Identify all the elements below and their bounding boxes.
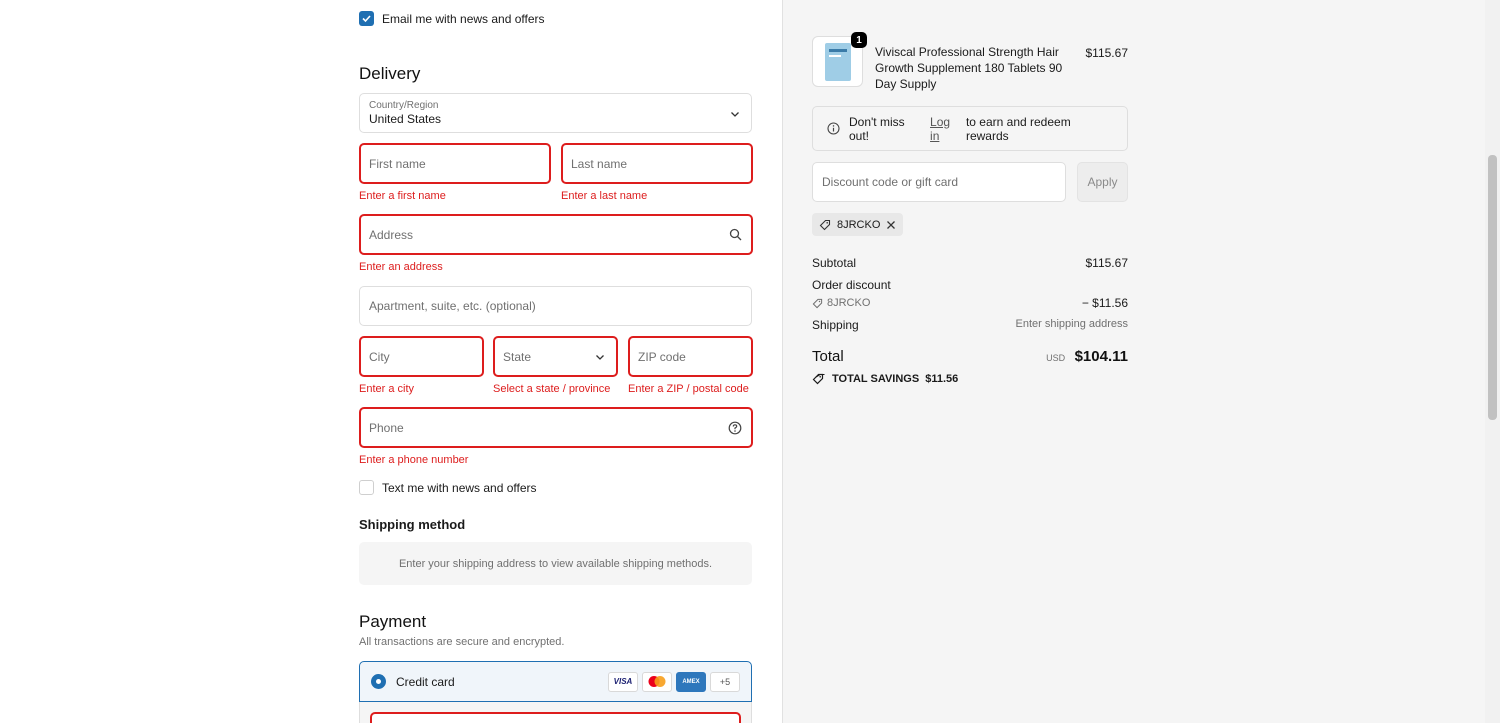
first-name-field[interactable] (359, 143, 551, 184)
tag-icon (812, 373, 826, 385)
notice-prefix: Don't miss out! (849, 114, 905, 143)
credit-card-radio[interactable] (371, 674, 386, 689)
address-field[interactable] (359, 214, 753, 255)
total-row (812, 348, 1128, 366)
apartment-field[interactable] (359, 286, 752, 326)
first-name-placeholder: First name (369, 156, 426, 171)
state-select[interactable] (493, 336, 618, 377)
shipping-row (812, 318, 1128, 332)
text-optin-label: Text me with news and offers (382, 480, 537, 495)
more-cards-badge[interactable]: +5 (710, 672, 740, 692)
state-placeholder: State (503, 349, 532, 364)
city-field[interactable] (359, 336, 484, 377)
address-placeholder: Address (369, 227, 414, 242)
rewards-notice (812, 106, 1128, 151)
card-details-panel (359, 702, 752, 723)
phone-placeholder: Phone (369, 420, 404, 435)
apartment-placeholder: Apartment, suite, etc. (optional) (369, 299, 536, 313)
chevron-down-icon (729, 108, 741, 120)
amex-icon: AMEX (676, 672, 706, 692)
country-value: United States (369, 112, 442, 126)
tag-icon (812, 298, 823, 309)
card-brands (608, 672, 740, 692)
address-error: Enter an address (359, 261, 443, 273)
total-label: Total (812, 348, 844, 365)
credit-card-option[interactable] (359, 661, 752, 702)
zip-placeholder: ZIP code (638, 349, 686, 364)
discount-value: − $11.56 (1081, 296, 1128, 310)
order-discount-label: Order discount (812, 278, 891, 292)
product-name: Viviscal Professional Strength Hair Growth Supplement 180 Tablets 90 Day Supply (875, 45, 1063, 91)
card-number-field[interactable] (370, 712, 741, 723)
email-optin-checkbox[interactable] (359, 11, 374, 26)
credit-card-label: Credit card (396, 674, 455, 689)
phone-error: Enter a phone number (359, 454, 469, 466)
shipping-method-heading: Shipping method (359, 517, 466, 532)
info-icon (827, 122, 840, 135)
savings-label: TOTAL SAVINGS (832, 373, 920, 385)
chevron-down-icon (592, 349, 608, 365)
delivery-heading: Delivery (359, 64, 421, 83)
discount-code-label: 8JRCKO (827, 297, 871, 309)
apply-button[interactable]: Apply (1077, 162, 1128, 202)
page-scrollbar[interactable] (1485, 0, 1500, 723)
discount-code-input[interactable] (812, 162, 1066, 202)
mastercard-icon (642, 672, 672, 692)
notice-suffix: to earn and redeem rewards (965, 114, 1071, 143)
subtotal-label: Subtotal (812, 256, 857, 270)
help-icon[interactable] (727, 420, 743, 436)
search-icon[interactable] (727, 227, 743, 243)
tag-icon (819, 219, 831, 231)
product-image (825, 43, 851, 81)
text-optin-row[interactable] (359, 480, 537, 495)
shipping-method-message: Enter your shipping address to view available shipping methods. (359, 542, 752, 585)
discount-code-row (812, 296, 1128, 310)
email-optin-row[interactable] (359, 11, 545, 26)
zip-field[interactable] (628, 336, 753, 377)
payment-heading: Payment (359, 612, 427, 631)
last-name-field[interactable] (561, 143, 753, 184)
check-icon (361, 13, 372, 24)
phone-field[interactable] (359, 407, 753, 448)
first-name-error: Enter a first name (359, 190, 446, 202)
login-link[interactable]: Log in (930, 114, 951, 143)
subtotal-value: $115.67 (1085, 256, 1128, 270)
currency-code: USD (1046, 353, 1066, 363)
quantity-badge: 1 (851, 32, 867, 48)
close-icon[interactable] (886, 220, 896, 230)
discount-placeholder: Discount code or gift card (822, 175, 959, 189)
city-error: Enter a city (359, 383, 415, 395)
subtotal-row (812, 256, 1128, 270)
visa-icon: VISA (608, 672, 638, 692)
total-value: $104.11 (1074, 348, 1128, 365)
total-savings (812, 373, 958, 385)
discount-code (812, 296, 870, 310)
city-placeholder: City (369, 349, 390, 364)
zip-error: Enter a ZIP / postal code (628, 383, 749, 395)
scrollbar-thumb[interactable] (1488, 155, 1497, 420)
last-name-placeholder: Last name (571, 156, 628, 171)
text-optin-checkbox[interactable] (359, 480, 374, 495)
applied-code-label: 8JRCKO (837, 218, 881, 231)
product-price: $115.67 (1085, 46, 1128, 60)
country-select[interactable] (359, 93, 752, 133)
order-discount-row (812, 278, 1128, 292)
email-optin-label: Email me with news and offers (382, 11, 545, 26)
payment-subtitle: All transactions are secure and encrypted. (359, 636, 565, 648)
country-label: Country/Region (369, 100, 439, 111)
applied-code-chip (812, 213, 903, 236)
shipping-label: Shipping (812, 318, 859, 332)
last-name-error: Enter a last name (561, 190, 648, 202)
savings-value: $11.56 (925, 373, 959, 385)
shipping-value: Enter shipping address (1015, 318, 1128, 330)
state-error: Select a state / province (493, 383, 611, 395)
